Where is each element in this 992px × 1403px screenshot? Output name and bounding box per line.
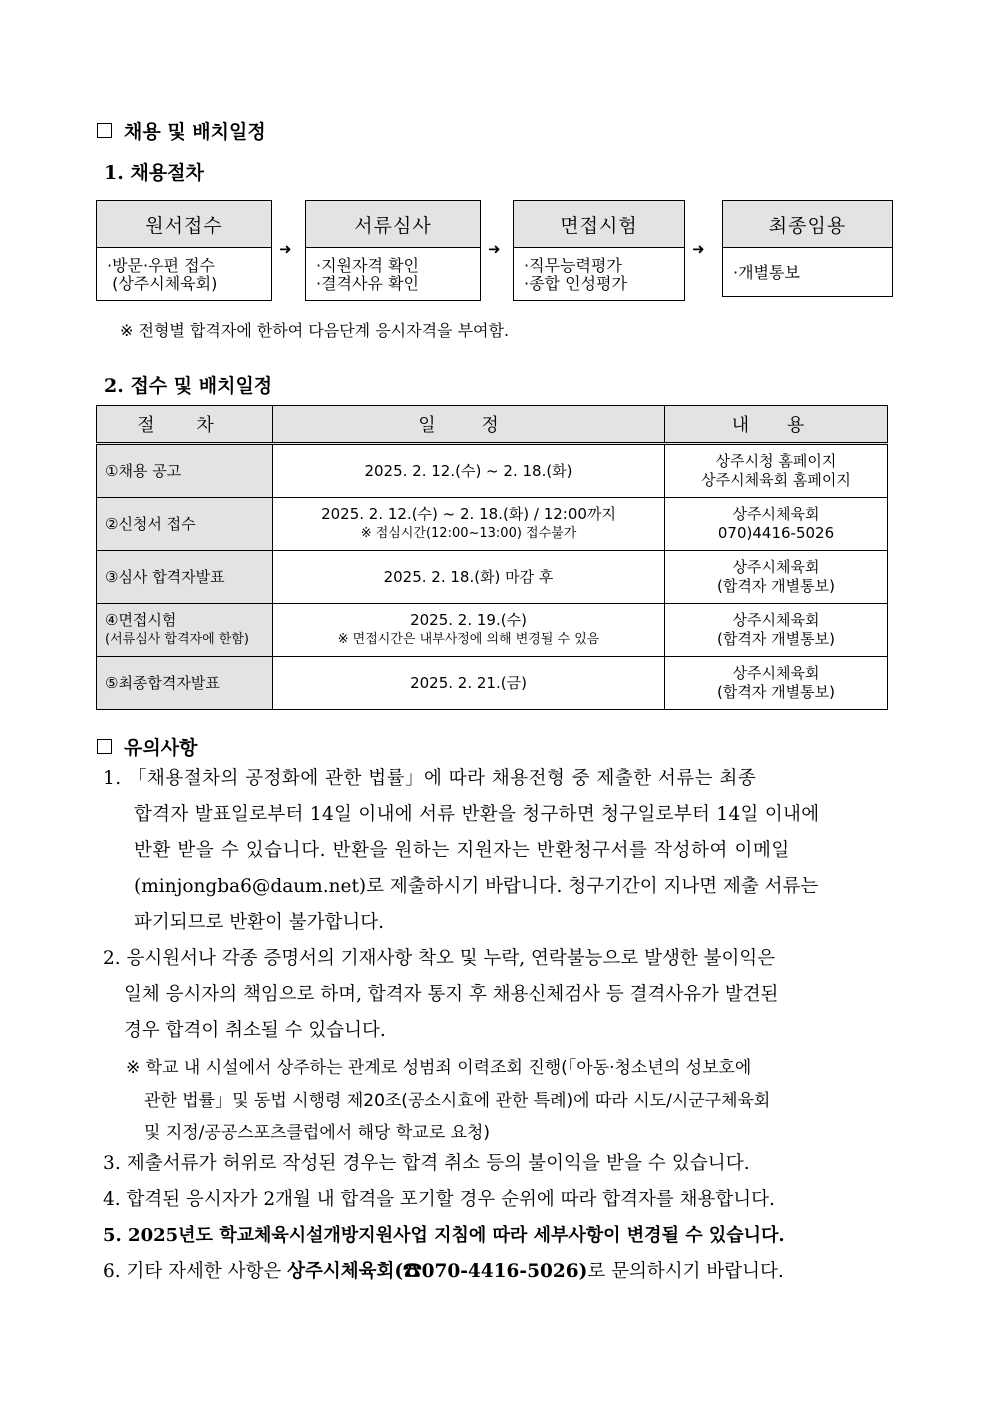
header-date: 일 정	[273, 406, 665, 444]
cell-date: 2025. 2. 12.(수) ~ 2. 18.(화)	[273, 444, 665, 498]
arrow-right-icon: ➜	[279, 240, 292, 258]
reference-note-line: 관한 법률」및 동법 시행령 제20조(공소시효에 관한 특례)에 따라 시도/시군구체육회	[144, 1091, 771, 1111]
note-1-line: 1. 「채용절차의 공정화에 관한 법률」에 따라 채용전형 중 제출한 서류는 최종	[103, 768, 757, 789]
reference-note-line: ※ 학교 내 시설에서 상주하는 관계로 성범죄 이력조회 진행(「아동·청소년의 성보호에	[126, 1058, 752, 1078]
cell-content: 상주시체육회 070)4416-5026	[665, 498, 888, 551]
note-1-line: 파기되므로 반환이 불가합니다.	[134, 912, 384, 933]
flow-note: ※ 전형별 합격자에 한하여 다음단계 응시자격을 부여함.	[120, 321, 510, 340]
header-content: 내 용	[665, 406, 888, 444]
table-row	[97, 498, 888, 551]
note-6: 6. 기타 자세한 사항은 상주시체육회(☎070-4416-5026)로 문의하시기 바랍니다.	[103, 1261, 784, 1282]
header-step: 절 차	[97, 406, 273, 444]
note-1-line: 합격자 발표일로부터 14일 이내에 서류 반환을 청구하면 청구일로부터 14일 이내에	[134, 804, 820, 825]
subheading-procedure: 1. 채용절차	[104, 162, 204, 184]
flow-step-title: 서류심사	[306, 201, 480, 248]
section-heading-schedule: 채용 및 배치일정	[97, 117, 266, 144]
flow-step-line: (상주시체육회)	[107, 274, 218, 293]
cell-step: ⑤최종합격자발표	[97, 657, 273, 710]
contact-org: 상주시체육회(☎070-4416-5026)	[287, 1261, 588, 1282]
note-3: 3. 제출서류가 허위로 작성된 경우는 합격 취소 등의 불이익을 받을 수 있습니다.	[103, 1153, 750, 1174]
schedule-table	[96, 405, 888, 710]
arrow-right-icon: ➜	[488, 240, 501, 258]
cell-step: ②신청서 접수	[97, 498, 273, 551]
table-row	[97, 604, 888, 657]
table-row	[97, 444, 888, 498]
cell-step: ④면접시험 (서류심사 합격자에 한함)	[97, 604, 273, 657]
arrow-right-icon: ➜	[692, 240, 705, 258]
cell-date: 2025. 2. 21.(금)	[273, 657, 665, 710]
cell-step: ①채용 공고	[97, 444, 273, 498]
cell-date: 2025. 2. 12.(수) ~ 2. 18.(화) / 12:00까지 ※ 점심시간(12:00~13:00) 접수불가	[273, 498, 665, 551]
flow-step-title: 최종임용	[723, 201, 892, 248]
flow-step-line: ·지원자격 확인	[316, 256, 419, 275]
flow-step-line: ·방문·우편 접수	[107, 256, 215, 275]
table-row	[97, 551, 888, 604]
note-4: 4. 합격된 응시자가 2개월 내 합격을 포기할 경우 순위에 따라 합격자를 채용합니다.	[103, 1189, 775, 1210]
flow-step-line: ·개별통보	[733, 263, 800, 282]
cell-content: 상주시체육회 (합격자 개별통보)	[665, 657, 888, 710]
checkbox-square-icon	[97, 123, 112, 138]
subheading-schedule: 2. 접수 및 배치일정	[104, 375, 273, 397]
flow-step-title: 원서접수	[97, 201, 271, 248]
section-heading-notes: 유의사항	[97, 733, 197, 760]
flow-step-line: ·결격사유 확인	[316, 274, 419, 293]
note-1-line: (minjongba6@daum.net)로 제출하시기 바랍니다. 청구기간이 지나면 제출 서류는	[134, 876, 819, 897]
cell-content: 상주시체육회 (합격자 개별통보)	[665, 604, 888, 657]
cell-content: 상주시청 홈페이지 상주시체육회 홈페이지	[665, 444, 888, 498]
note-2-line: 일체 응시자의 책임으로 하며, 합격자 통지 후 채용신체검사 등 결격사유가 발견된	[124, 984, 779, 1005]
flow-step-title: 면접시험	[514, 201, 684, 248]
flow-step-line: ·종합 인성평가	[524, 274, 627, 293]
table-row	[97, 657, 888, 710]
flow-step-interview	[513, 200, 685, 301]
flow-step-application	[96, 200, 272, 301]
table-header-row	[97, 406, 888, 444]
flow-step-final-appointment	[722, 200, 893, 297]
cell-date: 2025. 2. 19.(수) ※ 면접시간은 내부사정에 의해 변경될 수 있음	[273, 604, 665, 657]
note-5: 5. 2025년도 학교체육시설개방지원사업 지침에 따라 세부사항이 변경될 수 있습니다.	[103, 1225, 785, 1246]
reference-note-line: 및 지정/공공스포츠클럽에서 해당 학교로 요청)	[144, 1123, 490, 1143]
cell-date: 2025. 2. 18.(화) 마감 후	[273, 551, 665, 604]
cell-step: ③심사 합격자발표	[97, 551, 273, 604]
flow-step-document-review	[305, 200, 481, 301]
note-2-line: 2. 응시원서나 각종 증명서의 기재사항 착오 및 누락, 연락불능으로 발생한 불이익은	[103, 948, 776, 969]
cell-content: 상주시체육회 (합격자 개별통보)	[665, 551, 888, 604]
checkbox-square-icon	[97, 739, 112, 754]
flow-step-line: ·직무능력평가	[524, 256, 622, 275]
note-1-line: 반환 받을 수 있습니다. 반환을 원하는 지원자는 반환청구서를 작성하여 이메일	[134, 840, 790, 861]
note-2-line: 경우 합격이 취소될 수 있습니다.	[124, 1020, 386, 1041]
